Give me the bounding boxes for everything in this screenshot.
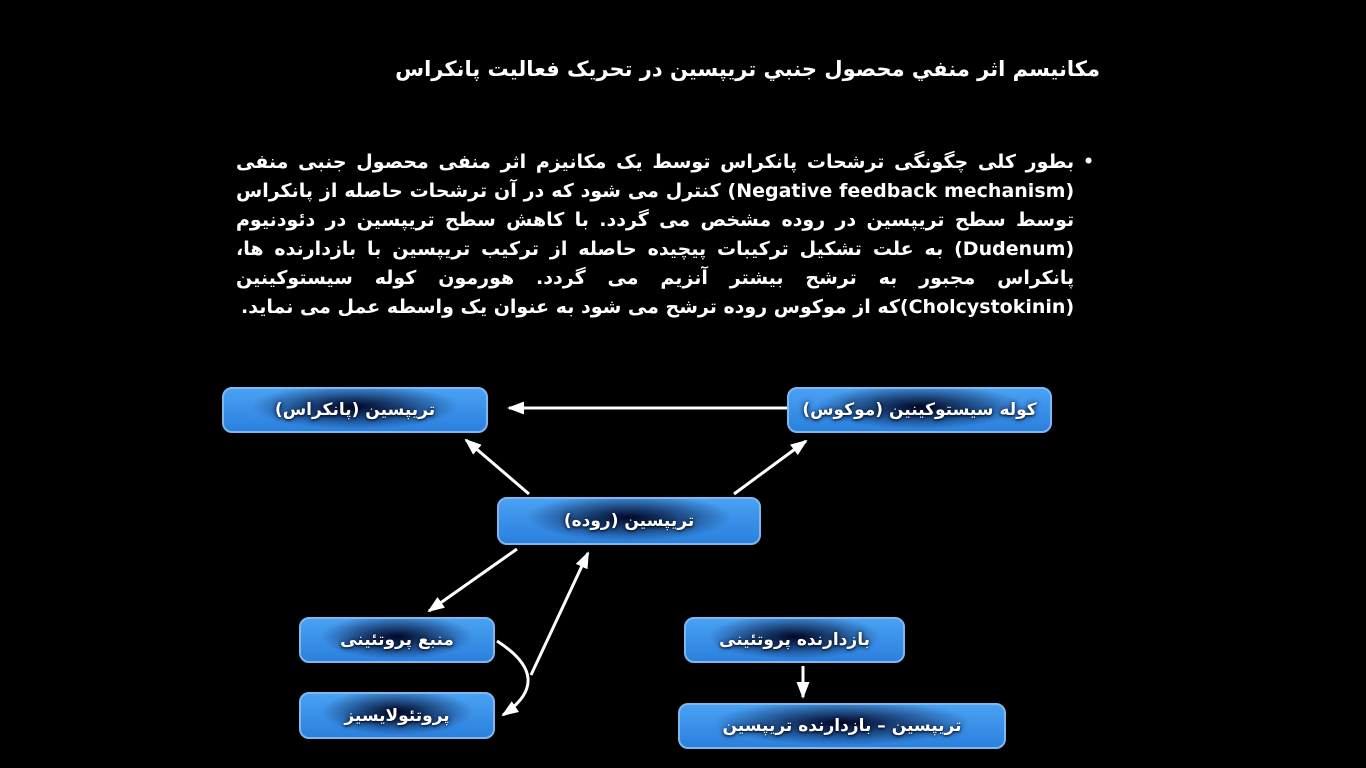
node-label-trypsin-inhibitor-complex: تریپسین – بازدارنده تریپسین — [722, 716, 962, 736]
node-label-protein-source: منبع پروتئینی — [340, 630, 454, 650]
node-label-trypsin-pancreas: تریپسین (پانکراس) — [274, 400, 436, 420]
node-label-proteolysis: پروتئولایسیز — [344, 705, 450, 726]
bullet-marker: • — [1083, 152, 1094, 172]
node-protein-inhibitor — [684, 617, 905, 663]
node-label-trypsin-intestine: تریپسین (روده) — [563, 511, 695, 531]
node-trypsin-intestine — [497, 497, 761, 545]
slide-title: مکانیسم اثر منفي محصول جنبي تریپسین در تحریک فعالیت پانکراس — [395, 57, 1100, 81]
node-label-protein-inhibitor: بازدارنده پروتئینی — [719, 630, 870, 650]
node-label-cholecystokinin-mucus: کوله سیستوکینین (موکوس) — [802, 400, 1037, 420]
body-paragraph: بطور کلی چگونگی ترشحات پانکراس توسط یک مکانیزم اثر منفی محصول جنبی منفی (Negative feedback mechanism) کنترل می شود که در آن ترشحات حاصله از پانکراس توسط سطح تریپسین در روده مشخص می گردد. با کاهش سطح تریپسین در دئودنیوم (Dudenum) به علت تشکیل ترکیبات پیچیده حاصله از ترکیب تریپسین با بازدارنده ها، پانکراس مجبور به ترشح بیشتر آنزیم می گردد. هورمون کوله سیستوکینین (Cholcystokinin)که از موکوس روده ترشح می شود به عنوان یک واسطه عمل می نماید. — [236, 151, 1075, 318]
node-cholecystokinin-mucus — [787, 387, 1052, 433]
node-proteolysis — [299, 692, 495, 739]
node-protein-source — [299, 617, 495, 663]
node-trypsin-inhibitor-complex — [678, 703, 1006, 749]
node-trypsin-pancreas — [222, 387, 488, 433]
